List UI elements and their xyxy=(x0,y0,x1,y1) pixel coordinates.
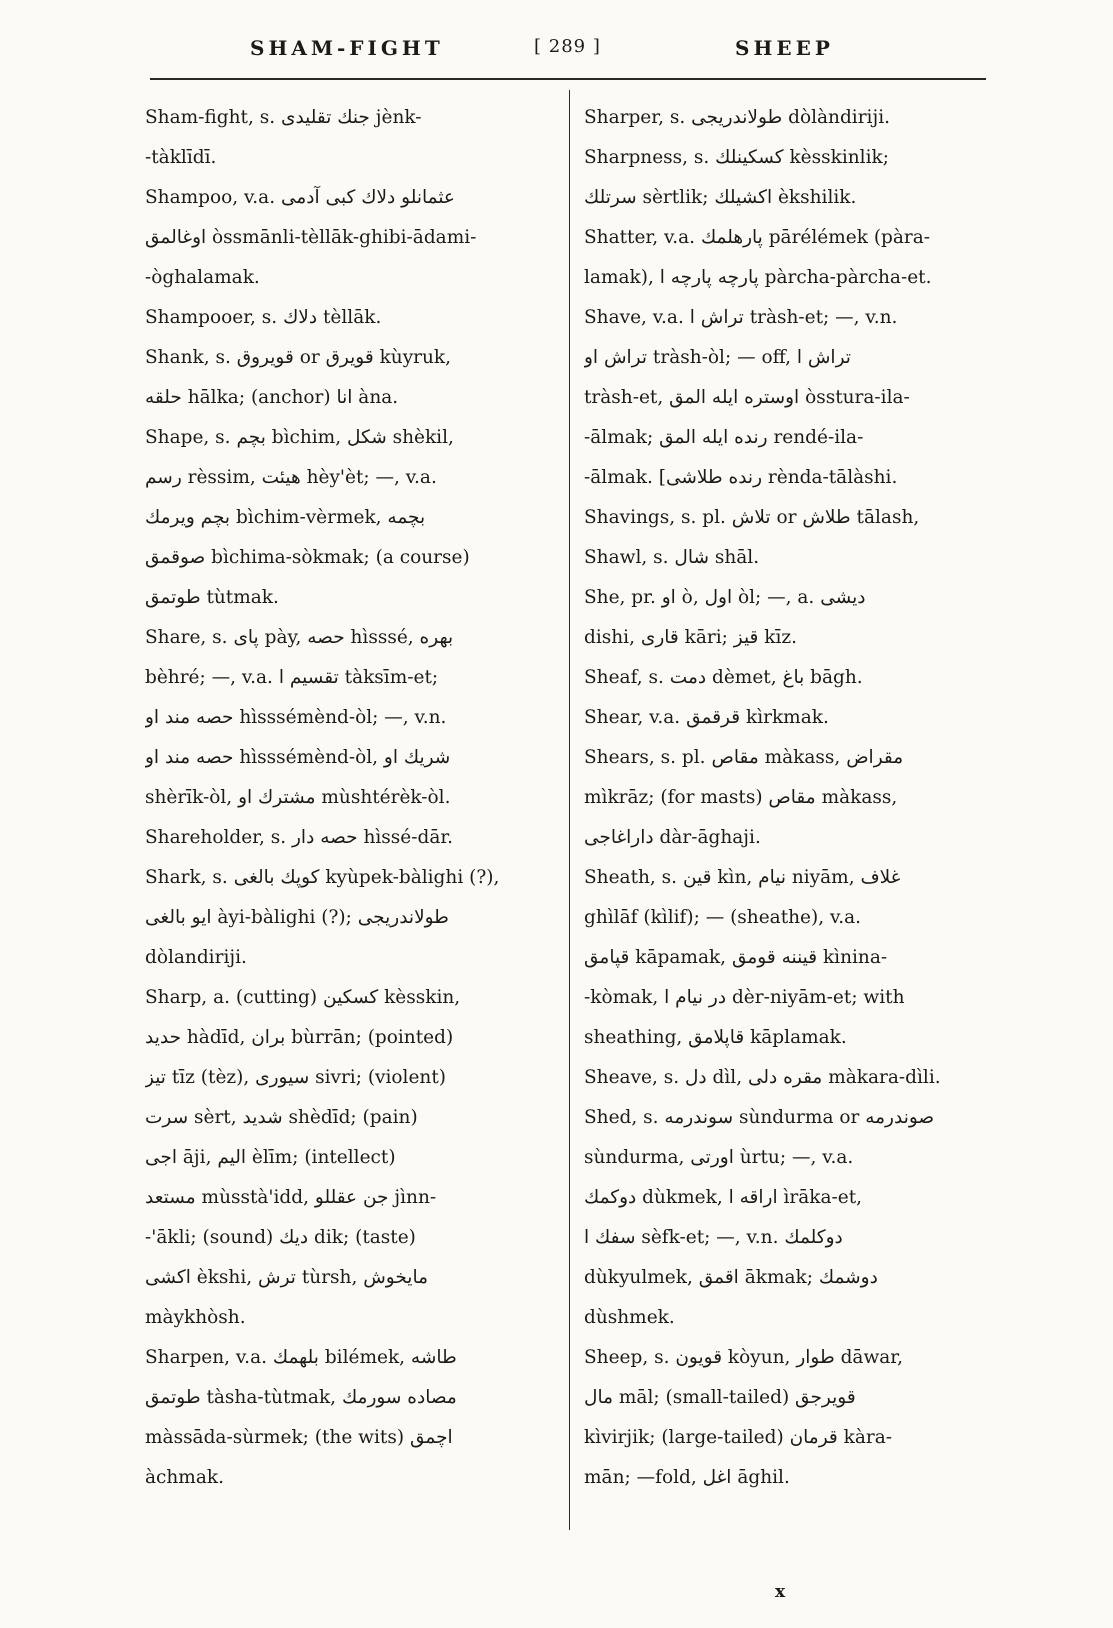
dictionary-entry xyxy=(145,978,557,1338)
entry-line: Shark, s. كوپك بالغى kyùpek-bàlighi (?), xyxy=(145,867,500,888)
entry-line: bèhré; —, v.a. تقسيم ا tàksīm-et; xyxy=(145,667,439,688)
entry-line: -kòmak, در نيام ا dèr-niyām-et; with xyxy=(584,987,905,1008)
entry-line: dùkyulmek, اقمق ākmak; دوشمك xyxy=(584,1267,878,1288)
dictionary-entry xyxy=(145,418,557,618)
entry-line: dishi, قارى kāri; قيز kīz. xyxy=(584,627,798,648)
entry-line: -tàklīdī. xyxy=(145,147,217,168)
entry-line: طوتمق tàsha-tùtmak, مصاده سورمك xyxy=(145,1387,457,1408)
entry-line: سرتلك sèrtlik; اكشيلك èkshilik. xyxy=(584,187,857,208)
entry-line: Sheath, s. قين kìn, نيام niyām, غلاف xyxy=(584,867,901,888)
entry-line: Shears, s. pl. مقاص màkass, مقراض xyxy=(584,747,904,768)
entry-line: قپامق kāpamak, قيننه قومق kìnina- xyxy=(584,947,888,968)
entry-line: Sharper, s. طولاندريجى dòlàndiriji. xyxy=(584,107,891,128)
entry-line: lamak), پارچه پارچه ا pàrcha-pàrcha-et. xyxy=(584,267,932,288)
header-right-guide-word: SHEEP xyxy=(735,36,834,60)
entry-line: صوقمق bìchima-sòkmak; (a course) xyxy=(145,547,470,568)
entry-line: Sheave, s. دل dìl, مقره دلى màkara-dìli. xyxy=(584,1067,941,1088)
dictionary-entry xyxy=(584,1098,996,1338)
entry-line: Shape, s. بچم bìchim, شكل shèkil, xyxy=(145,427,454,448)
dictionary-entry xyxy=(145,98,557,178)
dictionary-entry xyxy=(584,858,996,1058)
dictionary-entry xyxy=(584,1058,996,1098)
dictionary-entry xyxy=(584,698,996,738)
dictionary-entry xyxy=(145,178,557,298)
dictionary-entry xyxy=(145,298,557,338)
entry-line: màssāda-sùrmek; (the wits) اچمق xyxy=(145,1427,453,1448)
entry-line: Sharpen, v.a. بلهمك bilémek, طاشه xyxy=(145,1347,457,1368)
entry-line: Share, s. پاى pày, حصه hìsssé, بهره xyxy=(145,627,454,648)
entry-line: àchmak. xyxy=(145,1467,224,1488)
dictionary-entry xyxy=(584,1338,996,1498)
entry-line: تيز tīz (tèz), سيورى sivri; (violent) xyxy=(145,1067,446,1088)
entry-line: mìkrāz; (for masts) مقاص màkass, xyxy=(584,787,898,808)
entry-line: Sheaf, s. دمت dèmet, باغ bāgh. xyxy=(584,667,863,688)
entry-line: سفك ا sèfk-et; —, v.n. دوكلمك xyxy=(584,1227,843,1248)
entry-line: Shampoo, v.a. عثمانلو دلاك كبى آدمى xyxy=(145,187,455,208)
entry-line: shèrīk-òl, مشترك او mùshtérèk-òl. xyxy=(145,787,451,808)
column-divider xyxy=(569,90,570,1530)
entry-line: -'ākli; (sound) ديك dik; (taste) xyxy=(145,1227,416,1248)
entry-line: حلقه hālka; (anchor) انا àna. xyxy=(145,387,399,408)
entry-line: màykhòsh. xyxy=(145,1307,246,1328)
entry-line: sheathing, قاپلامق kāplamak. xyxy=(584,1027,847,1048)
dictionary-entry xyxy=(584,658,996,698)
entry-line: Sharpness, s. كسكينلك kèsskinlik; xyxy=(584,147,889,168)
page-number: [ 289 ] xyxy=(534,36,601,57)
entry-line: She, pr. او ò, اول òl; —, a. ديشى xyxy=(584,587,866,608)
entry-line: mān; —fold, اغل āghil. xyxy=(584,1467,790,1488)
entry-line: بچم ويرمك bìchim-vèrmek, بچمه xyxy=(145,507,426,528)
dictionary-entry xyxy=(584,298,996,498)
entry-line: tràsh-et, اوستره ايله المق òsstura-ila- xyxy=(584,387,910,408)
entry-line: تراش او tràsh-òl; — off, تراش ا xyxy=(584,347,851,368)
entry-line: Shear, v.a. قرقمق kìrkmak. xyxy=(584,707,829,728)
entry-line: kìvirjik; (large-tailed) قرمان kàra- xyxy=(584,1427,892,1448)
page-header xyxy=(150,36,986,66)
dictionary-entry xyxy=(584,538,996,578)
entry-line: حصه مند او hìsssémènd-òl, شريك او xyxy=(145,747,451,768)
dictionary-entry xyxy=(145,1338,557,1498)
entry-line: داراغاجى dàr-āghaji. xyxy=(584,827,761,848)
dictionary-entry xyxy=(584,578,996,658)
entry-line: دوكمك dùkmek, اراقه ا ìrāka-et, xyxy=(584,1187,863,1208)
entry-line: Sharp, a. (cutting) كسكين kèsskin, xyxy=(145,987,461,1008)
header-rule xyxy=(150,78,986,80)
dictionary-entry xyxy=(584,218,996,298)
entry-line: اوغالمق òssmānli-tèllāk-ghibi-ādami- xyxy=(145,227,477,248)
dictionary-entry xyxy=(584,498,996,538)
dictionary-entry xyxy=(145,818,557,858)
entry-line: Shatter, v.a. پارهلمك pārélémek (pàra- xyxy=(584,227,931,248)
dictionary-entry xyxy=(584,98,996,138)
dictionary-entry xyxy=(584,138,996,218)
dictionary-entry xyxy=(584,738,996,858)
dictionary-entry xyxy=(145,858,557,978)
entry-line: -ālmak; رنده ايله المق rendé-ila- xyxy=(584,427,864,448)
entry-line: Sham-fight, s. جنك تقليدى jènk- xyxy=(145,107,422,128)
entry-line: Shank, s. قويروق or قويرق kùyruk, xyxy=(145,347,451,368)
entry-line: Shed, s. سوندرمه sùndurma or صوندرمه xyxy=(584,1107,935,1128)
entry-line: Sheep, s. قويون kòyun, طوار dāwar, xyxy=(584,1347,903,1368)
entry-line: sùndurma, اورتى ùrtu; —, v.a. xyxy=(584,1147,854,1168)
entry-line: مال māl; (small-tailed) قويرجق xyxy=(584,1387,856,1408)
entry-line: Shawl, s. شال shāl. xyxy=(584,547,760,568)
right-column xyxy=(584,98,996,1498)
entry-line: اجى āji, اليم èlīm; (intellect) xyxy=(145,1147,396,1168)
entry-line: مستعد mùsstà'idd, جن عقللو jìnn- xyxy=(145,1187,437,1208)
entry-line: حديد hàdīd, بران bùrrān; (pointed) xyxy=(145,1027,454,1048)
entry-line: اكشى èkshi, ترش tùrsh, مايخوش xyxy=(145,1267,428,1288)
entry-line: سرت sèrt, شديد shèdīd; (pain) xyxy=(145,1107,418,1128)
entry-line: -ālmak. [رنده طلاشى rènda-tālàshi. xyxy=(584,467,898,488)
entry-line: dòlandiriji. xyxy=(145,947,247,968)
entry-line: -òghalamak. xyxy=(145,267,260,288)
entry-line: ايو بالغى àyi-bàlighi (?); طولاندريجى xyxy=(145,907,449,928)
entry-line: ghìlāf (kìlif); — (sheathe), v.a. xyxy=(584,907,862,928)
entry-line: Shampooer, s. دلاك tèllāk. xyxy=(145,307,382,328)
dictionary-entry xyxy=(145,618,557,818)
left-column xyxy=(145,98,557,1498)
entry-line: Shave, v.a. تراش ا tràsh-et; —, v.n. xyxy=(584,307,898,328)
entry-line: طوتمق tùtmak. xyxy=(145,587,279,608)
entry-line: حصه مند او hìsssémènd-òl; —, v.n. xyxy=(145,707,447,728)
signature-mark: x xyxy=(775,1582,786,1602)
entry-line: Shareholder, s. حصه دار hìssé-dār. xyxy=(145,827,454,848)
entry-line: رسم rèssim, هيئت hèy'èt; —, v.a. xyxy=(145,467,437,488)
header-left-guide-word: SHAM-FIGHT xyxy=(250,36,444,60)
entry-line: Shavings, s. pl. تلاش or طلاش tālash, xyxy=(584,507,920,528)
entry-line: dùshmek. xyxy=(584,1307,675,1328)
dictionary-entry xyxy=(145,338,557,418)
